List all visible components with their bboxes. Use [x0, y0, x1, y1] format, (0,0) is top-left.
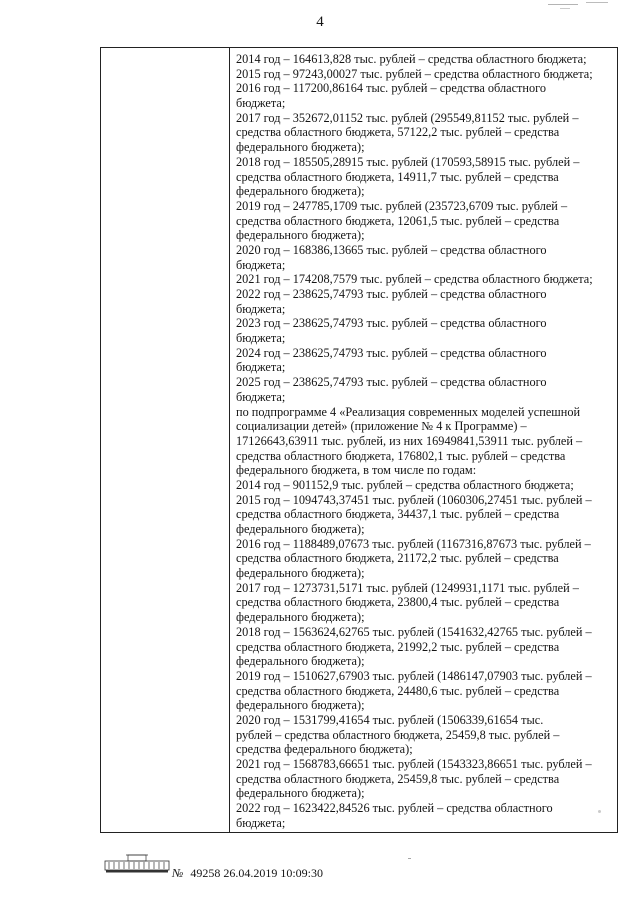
text-line: федерального бюджета); — [236, 786, 365, 801]
text-line: средства областного бюджета, 57122,2 тыс. рублей – средства — [236, 125, 560, 140]
text-line: федерального бюджета, в том числе по годам: — [236, 463, 477, 478]
text-line: средства областного бюджета, 21172,2 тыс. рублей – средства — [236, 551, 559, 566]
scan-speck — [586, 2, 608, 3]
page-number: 4 — [316, 14, 324, 30]
text-line: 2022 год – 1623422,84526 тыс. рублей – средства областного — [236, 801, 553, 816]
text-line: 2015 год – 97243,00027 тыс. рублей – средства областного бюджета; — [236, 66, 593, 81]
text-line: 2019 год – 1510627,67903 тыс. рублей (1486147,07903 тыс. рублей – — [236, 668, 592, 683]
text-line: по подпрограмме 4 «Реализация современных моделей успешной — [236, 404, 581, 419]
funding-text-cell — [236, 52, 619, 830]
text-line: рублей – средства областного бюджета, 25459,8 тыс. рублей – — [236, 727, 560, 742]
text-line: бюджета; — [236, 815, 286, 830]
text-line: бюджета; — [236, 257, 286, 272]
text-line: федерального бюджета); — [236, 610, 365, 625]
text-line: федерального бюджета); — [236, 184, 365, 199]
text-line: федерального бюджета); — [236, 140, 365, 155]
text-line: средства областного бюджета, 176802,1 тыс. рублей – средства — [236, 448, 566, 463]
text-line: 2020 год – 168386,13665 тыс. рублей – средства областного — [236, 242, 547, 257]
text-line: 2015 год – 1094743,37451 тыс. рублей (1060306,27451 тыс. рублей – — [236, 492, 592, 507]
document-footer — [100, 847, 620, 887]
text-line: бюджета; — [236, 96, 286, 111]
text-line: средства областного бюджета, 21992,2 тыс. рублей – средства — [236, 639, 560, 654]
text-line: федерального бюджета); — [236, 698, 365, 713]
text-line: 2014 год – 164613,828 тыс. рублей – средства областного бюджета; — [236, 52, 587, 66]
scan-speck — [548, 4, 578, 5]
text-line: 2017 год – 1273731,5171 тыс. рублей (1249931,1171 тыс. рублей – — [236, 580, 579, 595]
text-line: 2023 год – 238625,74793 тыс. рублей – средства областного — [236, 316, 547, 331]
text-line: 2021 год – 1568783,66651 тыс. рублей (1543323,86651 тыс. рублей – — [236, 757, 592, 771]
text-line: 2025 год – 238625,74793 тыс. рублей – средства областного — [236, 375, 547, 390]
text-line: 17126643,63911 тыс. рублей, из них 16949841,53911 тыс. рублей – — [236, 433, 583, 448]
text-line: 2019 год – 247785,1709 тыс. рублей (235723,6709 тыс. рублей – — [236, 198, 568, 213]
text-line: социализации детей» (приложение № 4 к Программе) – — [236, 419, 527, 434]
text-line: 2016 год – 117200,86164 тыс. рублей – средства областного — [236, 81, 547, 96]
funding-table — [100, 47, 618, 833]
registration-number-sign: № — [172, 866, 184, 880]
registration-number: 49258 — [190, 866, 221, 880]
text-line: бюджета; — [236, 389, 286, 404]
text-line: средства областного бюджета, 12061,5 тыс. рублей – средства — [236, 213, 560, 228]
registration-info — [172, 866, 323, 881]
text-line: средства федерального бюджета); — [236, 742, 413, 757]
text-line: федерального бюджета); — [236, 228, 365, 243]
text-line: федерального бюджета); — [236, 566, 365, 581]
text-line: 2018 год – 185505,28915 тыс. рублей (170593,58915 тыс. рублей – — [236, 154, 580, 169]
text-line: 2014 год – 901152,9 тыс. рублей – средства областного бюджета; — [236, 477, 574, 492]
text-line: бюджета; — [236, 360, 286, 375]
text-line: бюджета; — [236, 331, 286, 346]
text-line: 2020 год – 1531799,41654 тыс. рублей (1506339,61654 тыс. — [236, 712, 544, 727]
text-line: федерального бюджета); — [236, 654, 365, 669]
text-line: 2017 год – 352672,01152 тыс. рублей (295549,81152 тыс. рублей – — [236, 110, 579, 125]
text-line: средства областного бюджета, 14911,7 тыс. рублей – средства — [236, 169, 559, 184]
text-line: средства областного бюджета, 34437,1 тыс. рублей – средства — [236, 507, 560, 522]
text-line: 2022 год – 238625,74793 тыс. рублей – средства областного — [236, 287, 547, 301]
column-divider — [229, 48, 230, 832]
text-line: 2021 год – 174208,7579 тыс. рублей – средства областного бюджета; — [236, 272, 593, 287]
text-line: федерального бюджета); — [236, 522, 365, 536]
text-line: 2024 год – 238625,74793 тыс. рублей – средства областного — [236, 345, 547, 360]
text-line: средства областного бюджета, 23800,4 тыс. рублей – средства — [236, 595, 560, 610]
text-line: средства областного бюджета, 25459,8 тыс. рублей – средства — [236, 771, 560, 786]
text-line: бюджета; — [236, 301, 286, 316]
registration-stamp-icon — [104, 853, 170, 873]
text-line: средства областного бюджета, 24480,6 тыс. рублей – средства — [236, 683, 560, 698]
text-line: 2016 год – 1188489,07673 тыс. рублей (1167316,87673 тыс. рублей – — [236, 536, 591, 551]
scan-speck — [560, 8, 570, 9]
registration-datetime: 26.04.2019 10:09:30 — [223, 866, 323, 880]
text-line: 2018 год – 1563624,62765 тыс. рублей (1541632,42765 тыс. рублей – — [236, 624, 592, 639]
